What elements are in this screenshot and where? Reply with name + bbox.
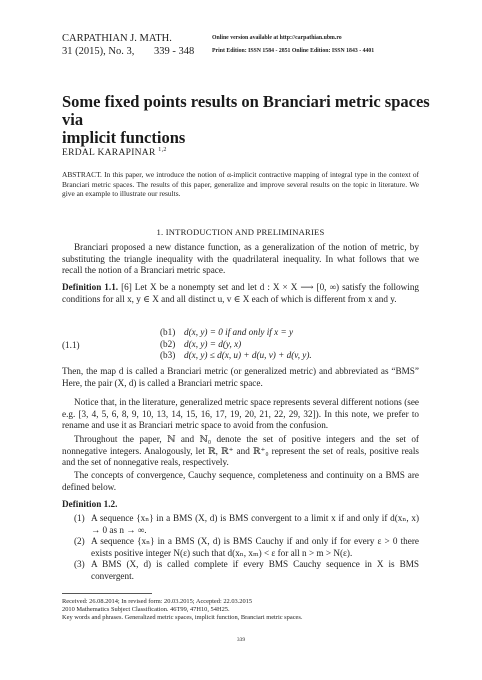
journal-name: CARPATHIAN J. MATH.	[62, 33, 172, 44]
definition-1-1-label: Definition 1.1.	[62, 282, 119, 292]
journal-volume: 31 (2015), No. 3,	[62, 46, 135, 57]
author-line	[62, 147, 167, 158]
received-dates: Received: 26.08.2014; In revised form: 20.03.2015; Accepted: 22.03.2015	[62, 598, 253, 605]
definition-1-2-label: Definition 1.2.	[62, 499, 118, 509]
abstract-label: ABSTRACT.	[62, 170, 102, 179]
condition-b3	[160, 350, 312, 362]
journal-pages: 339 - 348	[154, 46, 195, 57]
footnote-divider	[62, 593, 152, 594]
equation-label: (1.1)	[62, 340, 80, 350]
author-name: ERDAL KARAPINAR	[62, 148, 156, 159]
definition-1-1	[62, 282, 419, 305]
list-item-text: A BMS (X, d) is called complete if every BMS Cauchy sequence in X is BMS convergent.	[91, 559, 419, 581]
notions-paragraph: Notice that, in the literature, generalized metric space represents several different notions (see e.g. [3, 4, 5, 6, 8, 9, 10, 13, 14, 15, 16, 17, 19, 20, 21, 22, 29, 32]). In this note, we prefer to rename and use it as Branciari metric space to avoid from the confusion.	[62, 397, 419, 431]
list-item	[74, 536, 419, 559]
intro-paragraph: Branciari proposed a new distance function, as a generalization of the notion of metric, by substituting the triangle inequality with the quadrilateral inequality. In what follows that we recall the notion of a Branciari metric space.	[62, 242, 419, 276]
title-line-2: implicit functions	[62, 128, 186, 147]
section-title: 1. INTRODUCTION AND PRELIMINARIES	[156, 227, 325, 237]
keywords: Key words and phrases. Generalized metric spaces, implicit function, Branciari metric spaces.	[62, 614, 303, 622]
print-edition-note: Print Edition: ISSN 1584 - 2851 Online Edition: ISSN 1843 - 4401	[212, 48, 375, 54]
title-line-1: Some fixed points results on Branciari metric spaces via	[62, 92, 430, 129]
list-item-number: (1)	[74, 513, 85, 523]
concepts-paragraph: The concepts of convergence, Cauchy sequence, completeness and continuity on a BMS are defined below.	[62, 470, 419, 492]
notation-paragraph: Throughout the paper, ℕ and ℕ₀ denote the set of positive integers and the set of nonnegative integers. Analogously, let ℝ, ℝ⁺ and ℝ⁺₀ represent the set of reals, positive reals and the set of nonnegative reals, respectively.	[62, 434, 419, 468]
bms-definition-paragraph: Then, the map d is called a Branciari metric (or generalized metric) and abbreviated as “BMS” Here, the pair (X, d) is called a Branciari metric space.	[62, 366, 419, 388]
msc-classification: 2010 Mathematics Subject Classification. 46T99, 47H10, 54H25.	[62, 606, 230, 614]
condition-tag: (b2)	[160, 338, 176, 349]
condition-b1	[160, 327, 312, 339]
page-number: 339	[236, 637, 246, 643]
condition-b2	[160, 339, 312, 351]
condition-text: d(x, y) = 0 if and only if x = y	[184, 327, 294, 337]
list-item-number: (2)	[74, 536, 85, 547]
definition-1-1-text: [6] Let X be a nonempty set and let d : X × X ⟶ [0, ∞) satisfy the following conditions for all x, y ∈ X and all distinct u, v ∈ X each of which is different from x and y.	[62, 282, 420, 304]
list-item	[74, 559, 419, 582]
list-item-text: A sequence {xₙ} in a BMS (X, d) is BMS convergent to a limit x if and only if d(xₙ, x) → 0 as n → ∞.	[91, 513, 419, 535]
online-version-note: Online version available at http://carpathian.ubm.ro	[212, 35, 342, 41]
condition-text: d(x, y) ≤ d(x, u) + d(u, v) + d(v, y).	[184, 350, 312, 361]
abstract	[62, 170, 419, 199]
list-item	[74, 513, 419, 536]
condition-tag: (b3)	[160, 350, 176, 361]
list-item-number: (3)	[74, 559, 85, 570]
condition-tag: (b1)	[160, 327, 176, 337]
abstract-text: In this paper, we introduce the notion of α-implicit contractive mapping of integral type in the context of Branciari metric spaces. The results of this paper, generalize and improve several results on the topic in literature. We give an example to illustrate our results.	[62, 170, 419, 199]
paper-title	[62, 93, 432, 147]
condition-text: d(x, y) = d(y, x)	[184, 338, 242, 349]
author-affiliation: 1,2	[158, 147, 167, 153]
footnotes	[62, 598, 419, 623]
definition-1-2-list	[74, 513, 419, 583]
list-item-text: A sequence {xₙ} in a BMS (X, d) is BMS Cauchy if and only if for every ε > 0 there exists positive integer N(ε) such that d(xₙ, xₘ) < ε for all n > m > N(ε).	[91, 536, 419, 558]
conditions-list	[160, 327, 312, 362]
